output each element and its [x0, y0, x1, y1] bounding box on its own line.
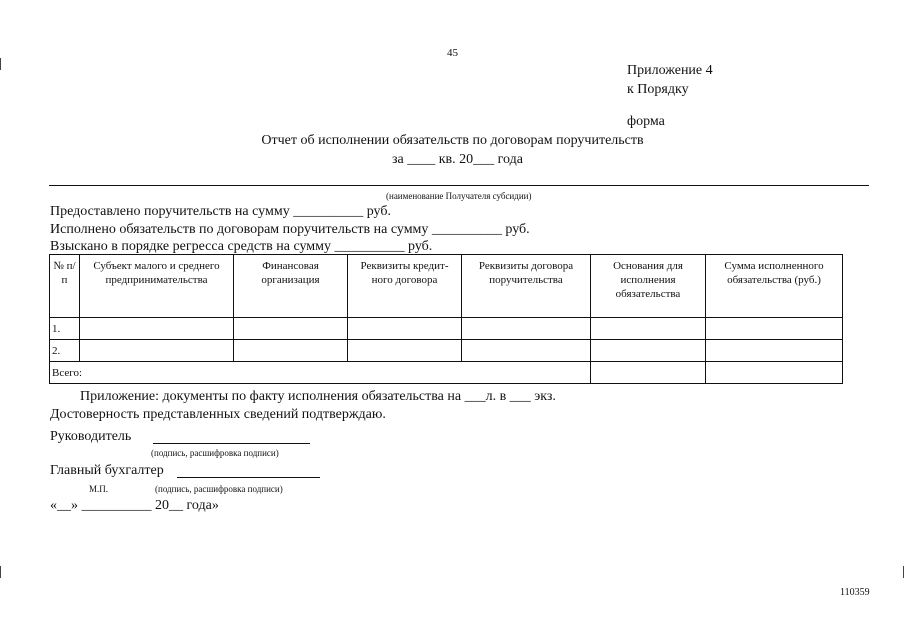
table-cell[interactable]	[462, 318, 591, 340]
document-code: 110359	[840, 587, 870, 598]
statements-block	[50, 203, 530, 256]
table-cell[interactable]	[348, 318, 462, 340]
statement-fulfilled: Исполнено обязательств по договорам поручительств на сумму __________ руб.	[50, 221, 530, 237]
scan-edge-mark	[903, 566, 904, 578]
header-amount: Сумма исполненного обязательства (руб.)	[706, 255, 843, 318]
scan-edge-mark	[0, 58, 1, 70]
row-number: 2.	[50, 340, 80, 362]
table-cell[interactable]	[591, 318, 706, 340]
attachment-line: Приложение: документы по факту исполнения обязательства на ___л. в ___ экз.	[80, 389, 556, 404]
table-cell[interactable]	[462, 340, 591, 362]
accountant-signature-label: Главный бухгалтер	[50, 463, 164, 478]
table-cell[interactable]	[706, 318, 843, 340]
table-cell[interactable]	[80, 340, 234, 362]
header-subject: Субъект малого и среднего предпринимательства	[80, 255, 234, 318]
row-number: 1.	[50, 318, 80, 340]
closing-block	[50, 388, 556, 424]
table-header-row	[50, 255, 843, 318]
table-cell[interactable]	[706, 340, 843, 362]
appendix-line-1: Приложение 4	[627, 63, 713, 78]
accountant-signature-caption: (подпись, расшифровка подписи)	[155, 484, 283, 494]
statement-recovered: Взыскано в порядке регресса средств на сумму __________ руб.	[50, 239, 433, 254]
header-credit-agreement: Реквизиты кредит-ного договора	[348, 255, 462, 318]
title-line-1: Отчет об исполнении обязательств по договорам поручительств	[261, 133, 644, 148]
form-label: форма	[627, 114, 665, 129]
table-cell[interactable]	[80, 318, 234, 340]
total-label: Всего:	[50, 362, 591, 384]
scan-edge-mark	[0, 566, 1, 578]
head-signature-label: Руководитель	[50, 429, 132, 444]
total-row	[50, 362, 843, 384]
report-table	[49, 254, 843, 384]
statement-provided: Предоставлено поручительств на сумму __________ руб.	[50, 204, 391, 219]
confirmation-line: Достоверность представленных сведений подтверждаю.	[50, 407, 386, 422]
table-row	[50, 318, 843, 340]
table-cell[interactable]	[591, 340, 706, 362]
date-line: «__» __________ 20__ года»	[50, 498, 219, 513]
accountant-signature-line[interactable]	[177, 477, 320, 478]
recipient-name-line	[49, 185, 869, 186]
page-number: 45	[447, 47, 458, 59]
recipient-caption: (наименование Получателя субсидии)	[386, 191, 532, 201]
title-line-2: за ____ кв. 20___ года	[392, 152, 523, 167]
head-signature-caption: (подпись, расшифровка подписи)	[151, 448, 279, 458]
total-amount-cell[interactable]	[706, 362, 843, 384]
appendix-line-2: к Порядку	[627, 82, 689, 97]
table-row	[50, 340, 843, 362]
table-cell[interactable]	[591, 362, 706, 384]
table-cell[interactable]	[234, 340, 348, 362]
header-number: № п/п	[50, 255, 80, 318]
header-guarantee-agreement: Реквизиты договора поручительства	[462, 255, 591, 318]
report-title	[0, 131, 905, 169]
header-grounds: Основания для исполнения обязательства	[591, 255, 706, 318]
head-signature-line[interactable]	[153, 443, 310, 444]
stamp-place-label: М.П.	[89, 484, 109, 494]
table-cell[interactable]	[234, 318, 348, 340]
header-financial-org: Финансовая организация	[234, 255, 348, 318]
appendix-reference	[627, 61, 713, 99]
table-cell[interactable]	[348, 340, 462, 362]
